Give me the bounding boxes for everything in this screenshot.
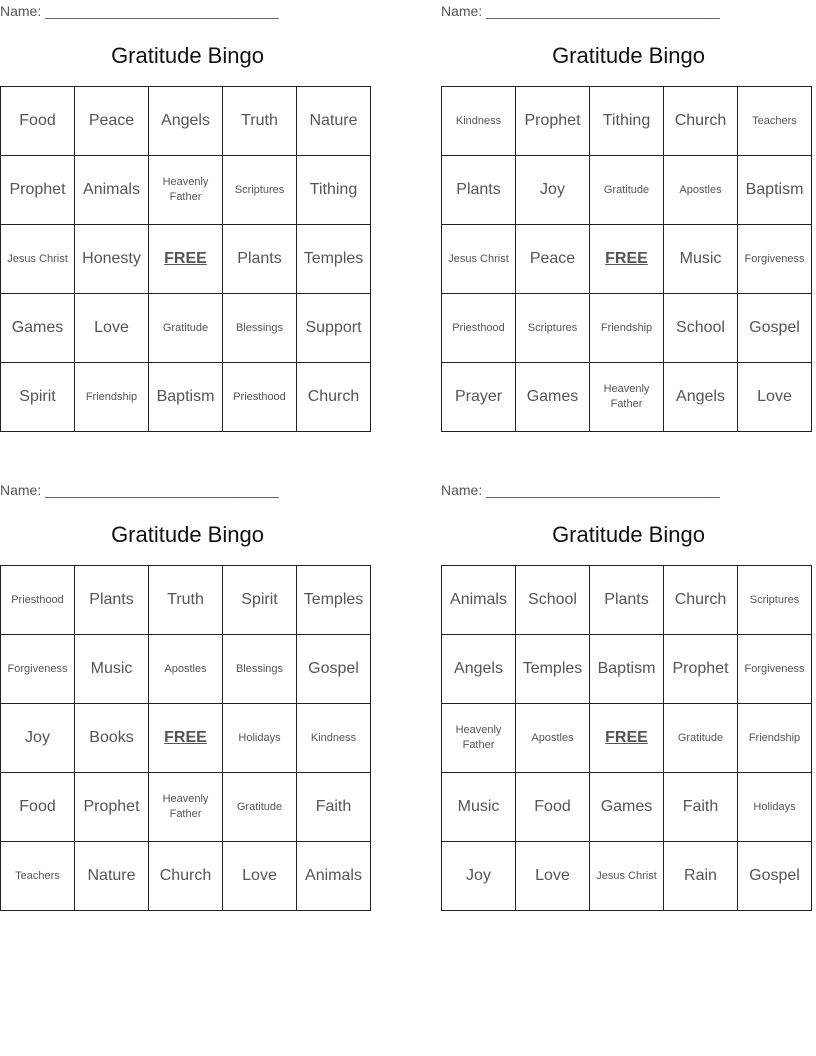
bingo-row [1,773,371,842]
bingo-cell: Truth [149,566,223,635]
bingo-cell: Forgiveness [738,635,812,704]
bingo-cell: Scriptures [516,294,590,363]
bingo-row [442,773,812,842]
bingo-cell: Church [664,566,738,635]
bingo-row [442,87,812,156]
bingo-cell: Kindness [297,704,371,773]
name-field-label: Name: ______________________________ [0,3,279,19]
bingo-cell: Love [516,842,590,911]
bingo-cell: Apostles [516,704,590,773]
bingo-cell: School [516,566,590,635]
bingo-cell: Teachers [738,87,812,156]
bingo-cell: Support [297,294,371,363]
bingo-cell: Nature [297,87,371,156]
bingo-row [1,87,371,156]
bingo-row [1,842,371,911]
bingo-cell: Prophet [1,156,75,225]
bingo-cell: Priesthood [223,363,297,432]
bingo-row [1,635,371,704]
bingo-cell: Animals [442,566,516,635]
bingo-cell: Church [664,87,738,156]
card-title: Gratitude Bingo [552,43,705,68]
bingo-cell: Friendship [75,363,149,432]
bingo-cell: Love [223,842,297,911]
bingo-row [1,704,371,773]
name-field-label: Name: ______________________________ [441,3,720,19]
bingo-cell: Prophet [75,773,149,842]
bingo-cell: Angels [664,363,738,432]
bingo-cell: Teachers [1,842,75,911]
bingo-cell: Gratitude [590,156,664,225]
bingo-grid [0,565,371,911]
bingo-row [1,225,371,294]
bingo-row [1,566,371,635]
bingo-cell: Heavenly Father [149,773,223,842]
bingo-row [442,225,812,294]
bingo-row [442,363,812,432]
card-title: Gratitude Bingo [111,43,264,68]
bingo-cell: Nature [75,842,149,911]
bingo-cell: Angels [149,87,223,156]
bingo-cell: Plants [590,566,664,635]
bingo-row [442,635,812,704]
card-title: Gratitude Bingo [552,522,705,547]
bingo-row [1,156,371,225]
bingo-cell: Peace [516,225,590,294]
bingo-cell: Faith [664,773,738,842]
bingo-cell: Tithing [297,156,371,225]
bingo-cell: Blessings [223,635,297,704]
bingo-cell: Church [149,842,223,911]
bingo-cell: Gratitude [664,704,738,773]
free-space-cell: FREE [149,225,223,294]
bingo-row [442,156,812,225]
bingo-cell: Friendship [738,704,812,773]
bingo-cell: Animals [75,156,149,225]
bingo-cell: Games [1,294,75,363]
bingo-cell: Holidays [223,704,297,773]
bingo-cell: Music [664,225,738,294]
bingo-cell: Forgiveness [738,225,812,294]
bingo-cell: Games [516,363,590,432]
bingo-cell: Food [1,87,75,156]
bingo-row [442,566,812,635]
bingo-cell: Plants [442,156,516,225]
bingo-cell: Food [1,773,75,842]
bingo-cell: Holidays [738,773,812,842]
bingo-cell: Joy [516,156,590,225]
bingo-cell: Baptism [149,363,223,432]
bingo-row [1,363,371,432]
bingo-cell: Gospel [738,842,812,911]
bingo-cell: Prophet [664,635,738,704]
bingo-cell: Heavenly Father [590,363,664,432]
bingo-row [442,704,812,773]
bingo-cell: Jesus Christ [442,225,516,294]
bingo-cell: Baptism [590,635,664,704]
bingo-cell: Tithing [590,87,664,156]
bingo-cell: Forgiveness [1,635,75,704]
bingo-cell: Blessings [223,294,297,363]
bingo-cell: Gratitude [223,773,297,842]
bingo-cell: Heavenly Father [442,704,516,773]
bingo-cell: Apostles [664,156,738,225]
bingo-cell: Jesus Christ [1,225,75,294]
bingo-cell: Prophet [516,87,590,156]
bingo-cell: Music [75,635,149,704]
bingo-cell: Kindness [442,87,516,156]
bingo-cell: Priesthood [1,566,75,635]
bingo-cell: Peace [75,87,149,156]
bingo-cell: Games [590,773,664,842]
bingo-cell: Rain [664,842,738,911]
bingo-cell: Jesus Christ [590,842,664,911]
bingo-cell: Love [738,363,812,432]
bingo-cell: Baptism [738,156,812,225]
name-field-label: Name: ______________________________ [441,482,720,498]
bingo-cell: Gospel [297,635,371,704]
bingo-cell: Church [297,363,371,432]
bingo-cell: Music [442,773,516,842]
bingo-cell: Honesty [75,225,149,294]
free-space-cell: FREE [590,225,664,294]
bingo-cell: Prayer [442,363,516,432]
bingo-cell: Temples [297,225,371,294]
bingo-cell: Apostles [149,635,223,704]
bingo-cell: Animals [297,842,371,911]
bingo-cell: Temples [297,566,371,635]
bingo-cell: School [664,294,738,363]
bingo-row [442,294,812,363]
bingo-grid [441,565,812,911]
bingo-row [442,842,812,911]
bingo-cell: Food [516,773,590,842]
bingo-cell: Heavenly Father [149,156,223,225]
bingo-cell: Gratitude [149,294,223,363]
bingo-cell: Truth [223,87,297,156]
bingo-cell: Priesthood [442,294,516,363]
name-field-label: Name: ______________________________ [0,482,279,498]
bingo-row [1,294,371,363]
bingo-cell: Scriptures [223,156,297,225]
bingo-cell: Joy [442,842,516,911]
bingo-cell: Plants [75,566,149,635]
bingo-grid [0,86,371,432]
bingo-cell: Spirit [1,363,75,432]
bingo-cell: Joy [1,704,75,773]
bingo-cell: Gospel [738,294,812,363]
bingo-grid [441,86,812,432]
bingo-cell: Scriptures [738,566,812,635]
bingo-cell: Angels [442,635,516,704]
bingo-cell: Spirit [223,566,297,635]
bingo-cell: Love [75,294,149,363]
free-space-cell: FREE [149,704,223,773]
bingo-cell: Plants [223,225,297,294]
bingo-cell: Books [75,704,149,773]
card-title: Gratitude Bingo [111,522,264,547]
bingo-cell: Friendship [590,294,664,363]
free-space-cell: FREE [590,704,664,773]
bingo-cell: Temples [516,635,590,704]
bingo-cell: Faith [297,773,371,842]
